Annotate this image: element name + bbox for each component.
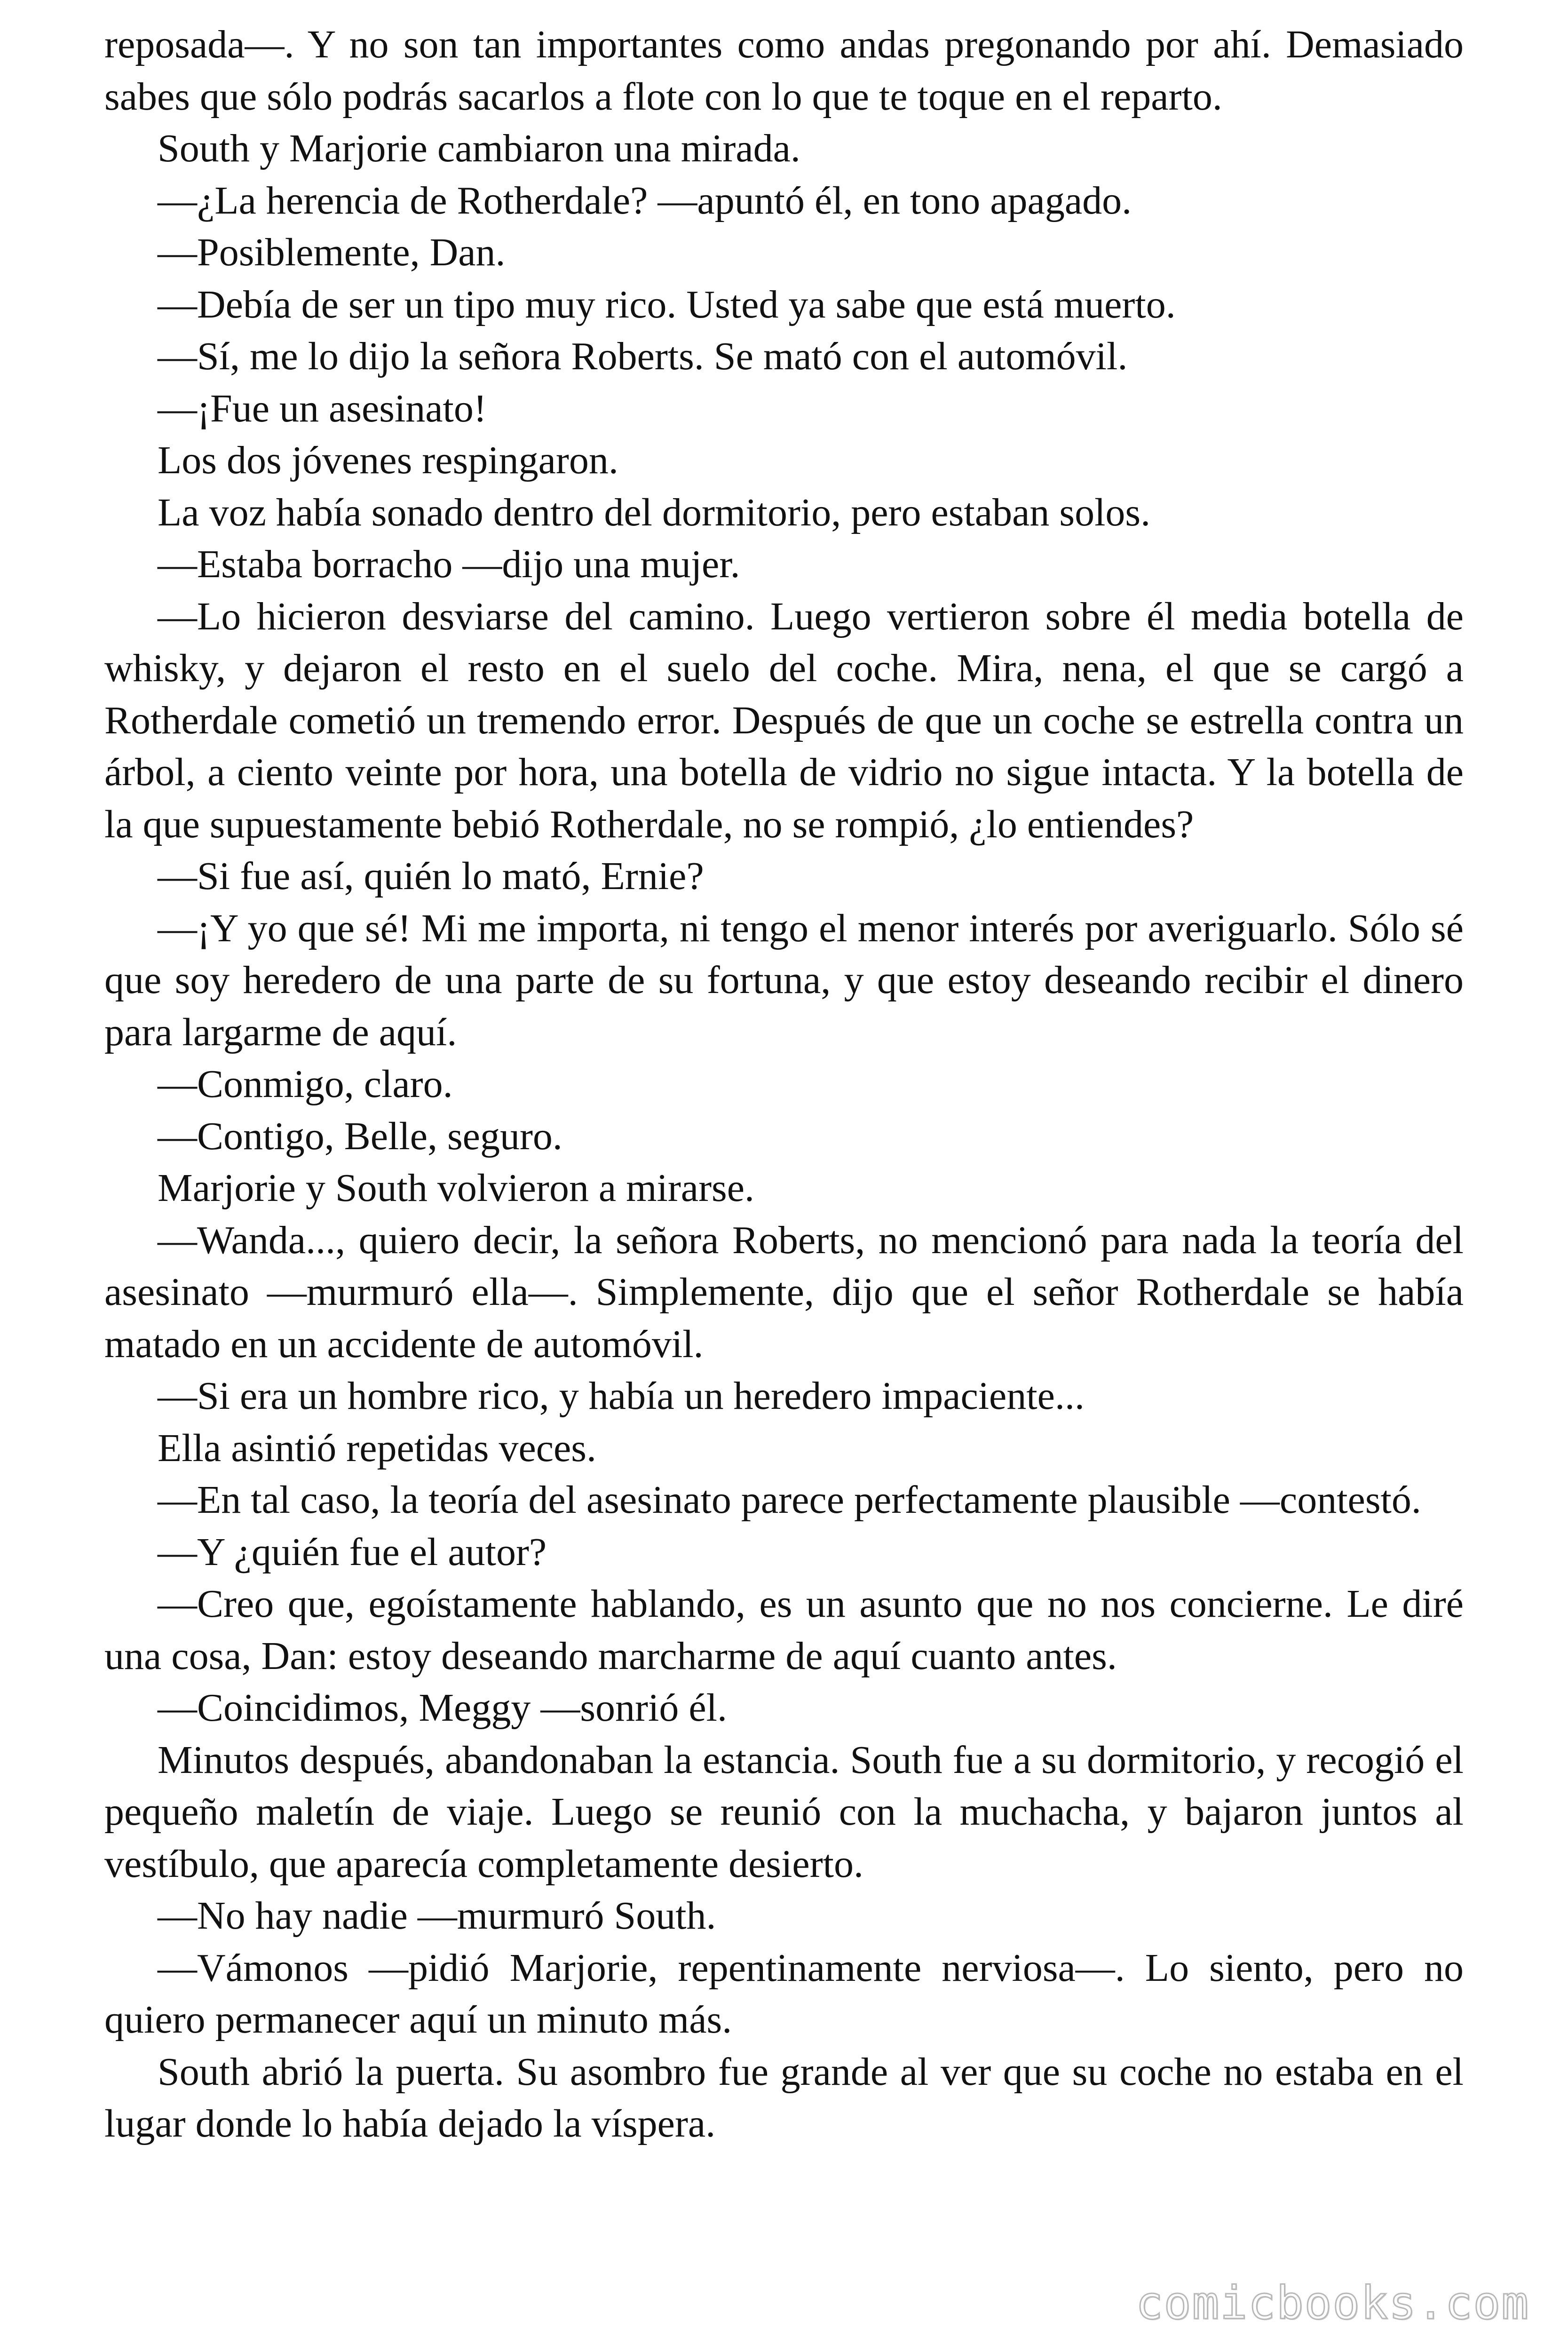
paragraph: —Sí, me lo dijo la señora Roberts. Se mató con el automóvil. — [158, 334, 1128, 378]
paragraph: —¿La herencia de Rotherdale? —apuntó él, en tono apagado. — [158, 178, 1132, 222]
paragraph: Los dos jóvenes respingaron. — [158, 438, 618, 482]
paragraph: Ella asintió repetidas veces. — [158, 1426, 596, 1470]
paragraph: —Si era un hombre rico, y había un heredero impaciente... — [158, 1374, 1085, 1418]
paragraph: —Si fue así, quién lo mató, Ernie? — [158, 854, 704, 898]
paragraph: —Vámonos —pidió Marjorie, repentinamente nerviosa—. Lo siento, pero no quiero permanecer aquí un minuto más. — [104, 1946, 1464, 2042]
paragraph: —Y ¿quién fue el autor? — [158, 1530, 547, 1574]
paragraph: —Conmigo, claro. — [158, 1062, 453, 1106]
paragraph: —Posiblemente, Dan. — [158, 230, 506, 274]
paragraph: —Creo que, egoístamente hablando, es un asunto que no nos concierne. Le diré una cosa, Dan: estoy deseando marcharme de aquí cuanto antes. — [104, 1582, 1464, 1678]
paragraph: —Wanda..., quiero decir, la señora Roberts, no mencionó para nada la teoría del asesinato —murmuró ella—. Simplemente, dijo que el señor Rotherdale se había matado en un accidente de automóvil. — [104, 1218, 1464, 1366]
paragraph: —¡Fue un asesinato! — [158, 386, 487, 430]
paragraph: —Debía de ser un tipo muy rico. Usted ya sabe que está muerto. — [158, 282, 1176, 326]
paragraph: South y Marjorie cambiaron una mirada. — [158, 127, 800, 170]
watermark-logo: comicbooks.com — [1135, 2277, 1529, 2329]
paragraph-continuation: reposada—. Y no son tan importantes como andas pregonando por ahí. Demasiado sabes que sólo podrás sacarlos a flote con lo que te toque en el reparto. — [104, 23, 1464, 119]
paragraph: —No hay nadie —murmuró South. — [158, 1894, 716, 1938]
paragraph: —En tal caso, la teoría del asesinato parece perfectamente plausible —contestó. — [158, 1478, 1421, 1522]
paragraph: Minutos después, abandonaban la estancia. South fue a su dormitorio, y recogió el pequeño maletín de viaje. Luego se reunió con la muchacha, y bajaron juntos al vestíbulo, que aparecía completamente desierto. — [104, 1738, 1464, 1886]
paragraph: South abrió la puerta. Su asombro fue grande al ver que su coche no estaba en el lugar donde lo había dejado la víspera. — [104, 2050, 1464, 2145]
book-page-text — [104, 19, 1464, 2150]
paragraph: Marjorie y South volvieron a mirarse. — [158, 1166, 755, 1210]
paragraph: La voz había sonado dentro del dormitorio, pero estaban solos. — [158, 490, 1151, 534]
paragraph: —Coincidimos, Meggy —sonrió él. — [158, 1686, 727, 1730]
paragraph: —Lo hicieron desviarse del camino. Luego vertieron sobre él media botella de whisky, y dejaron el resto en el suelo del coche. Mira, nena, el que se cargó a Rotherdale cometió un tremendo error. Después de que un coche se estrella contra un árbol, a ciento veinte por hora, una botella de vidrio no sigue intacta. Y la botella de la que supuestamente bebió Rotherdale, no se rompió, ¿lo entiendes? — [104, 594, 1464, 846]
paragraph: —¡Y yo que sé! Mi me importa, ni tengo el menor interés por averiguarlo. Sólo sé que soy heredero de una parte de su fortuna, y que estoy deseando recibir el dinero para largarme de aquí. — [104, 906, 1464, 1054]
paragraph: —Estaba borracho —dijo una mujer. — [158, 542, 740, 586]
paragraph: —Contigo, Belle, seguro. — [158, 1114, 562, 1158]
